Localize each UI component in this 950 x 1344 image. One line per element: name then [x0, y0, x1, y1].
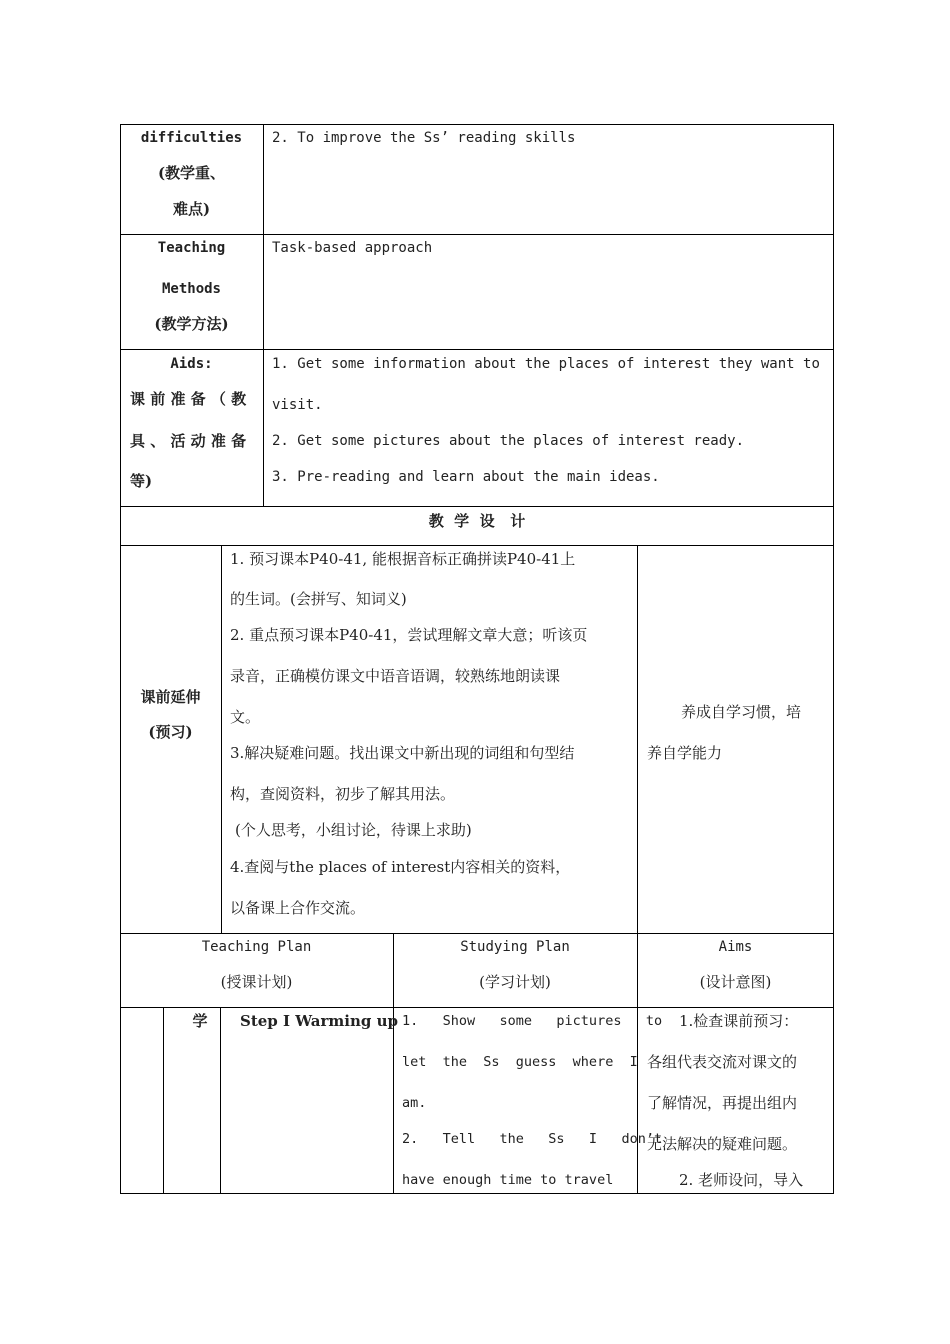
difficulties-label: difficulties: [140, 130, 243, 146]
row-divider: [120, 545, 834, 546]
aids-item: visit.: [272, 397, 323, 413]
methods-label-2: Methods: [161, 281, 221, 297]
aims-line: 了解情况，再提出组内: [647, 1094, 798, 1112]
difficulties-label-cn: (教学重、: [157, 164, 226, 182]
aims-line: 无法解决的疑难问题。: [647, 1135, 798, 1153]
studying-line: am.: [402, 1095, 427, 1111]
row-divider: [120, 1007, 834, 1008]
column-divider: [163, 1007, 164, 1194]
row-divider: [120, 506, 834, 507]
preview-aim: 养自学能力: [647, 744, 723, 762]
methods-label-cn: (教学方法): [154, 315, 229, 333]
preview-label: 课前延伸: [140, 688, 201, 706]
aims-line: 1.检查课前预习：: [679, 1012, 799, 1030]
preview-line: 构，查阅资料，初步了解其用法。: [230, 785, 456, 803]
preview-line: 的生词。(会拼写、知词义): [230, 590, 407, 608]
preview-line: 以备课上合作交流。: [230, 899, 366, 917]
difficulties-content: 2. To improve the Ss’ reading skills: [272, 130, 576, 146]
row-divider: [120, 234, 834, 235]
aids-item: 1. Get some information about the places of interest they want to: [272, 356, 820, 372]
aims-line: 各组代表交流对课文的: [647, 1053, 798, 1071]
column-divider: [637, 545, 638, 933]
aids-label-cn-3: 等): [130, 472, 153, 490]
studying-line: let the Ss guess where I: [402, 1054, 638, 1070]
aims-line: 2. 老师设问，导入: [679, 1171, 804, 1189]
difficulties-label-cn-2: 难点): [172, 200, 211, 218]
preview-line: 2. 重点预习课本P40-41，尝试理解文章大意；听该页: [230, 626, 588, 644]
aids-item: 2. Get some pictures about the places of interest ready.: [272, 433, 745, 449]
methods-content: Task-based approach: [272, 240, 433, 256]
aids-item: 3. Pre-reading and learn about the main ideas.: [272, 469, 660, 485]
row-divider: [120, 349, 834, 350]
teaching-plan-header: Teaching Plan: [201, 939, 312, 955]
studying-line: have enough time to travel: [402, 1172, 614, 1188]
preview-line: 录音，正确模仿课文中语音语调，较熟练地朗读课: [230, 667, 561, 685]
preview-line: 1. 预习课本P40-41, 能根据音标正确拼读P40-41上: [230, 550, 576, 568]
studying-plan-header: Studying Plan: [460, 939, 570, 955]
studying-line: 1. Show some pictures to: [402, 1013, 663, 1029]
methods-label: Teaching: [157, 240, 226, 256]
column-divider: [221, 545, 222, 933]
step-title: Step Ⅰ Warming up: [240, 1012, 398, 1030]
column-divider: [220, 1007, 221, 1194]
studying-plan-header-cn: (学习计划): [479, 973, 551, 991]
preview-aim: 养成自学习惯，培: [681, 703, 802, 721]
step-column-label: 学: [192, 1012, 208, 1030]
studying-line: 2. Tell the Ss I don’t: [402, 1131, 663, 1147]
preview-line: 3.解决疑难问题。找出课文中新出现的词组和句型结: [230, 744, 575, 762]
design-header: 教 学 设 计: [428, 512, 526, 530]
teaching-plan-header-cn: (授课计划): [220, 973, 293, 991]
preview-line: 文。: [230, 708, 261, 726]
aids-label-cn-2: 具 、 活 动 准 备: [130, 432, 247, 450]
column-divider: [263, 124, 264, 506]
aids-label: Aids:: [170, 356, 213, 372]
preview-label-2: (预习): [148, 723, 193, 741]
preview-line: 4.查阅与the places of interest内容相关的资料，: [230, 858, 571, 876]
row-divider: [120, 933, 834, 934]
preview-line: (个人思考，小组讨论，待课上求助): [235, 821, 472, 839]
aids-label-cn: 课 前 准 备 （ 教: [130, 390, 247, 408]
aims-header-cn: (设计意图): [699, 973, 772, 991]
aims-header: Aims: [718, 939, 753, 955]
